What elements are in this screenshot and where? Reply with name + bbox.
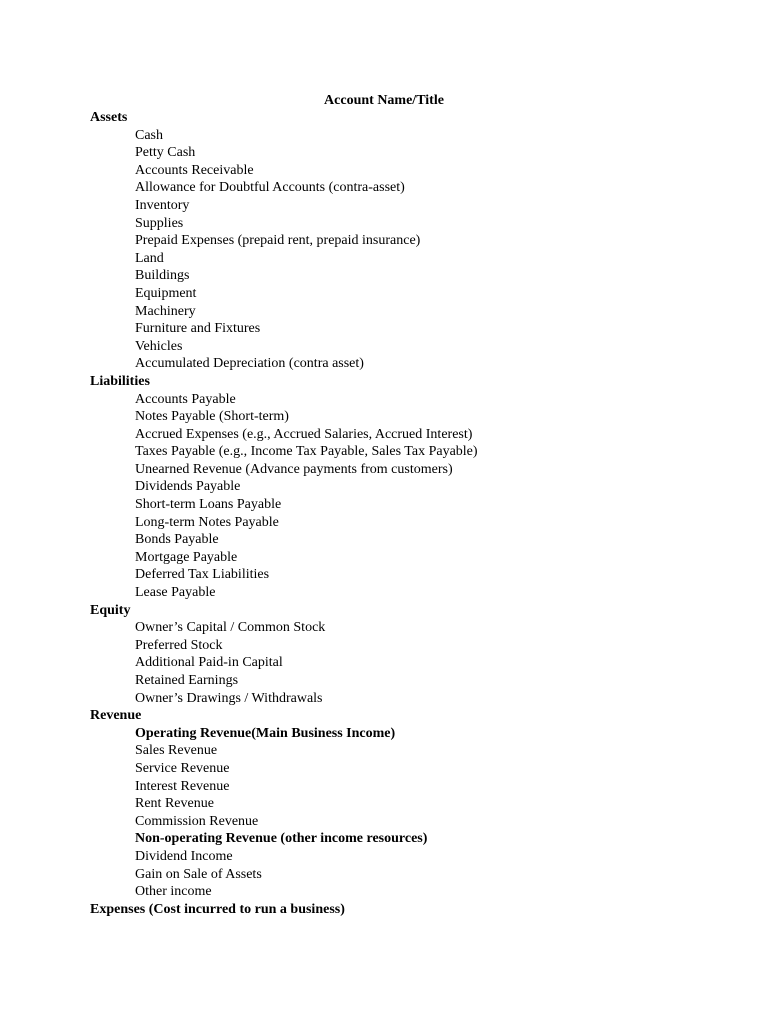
account-item: Mortgage Payable xyxy=(135,549,238,565)
account-sections xyxy=(90,109,730,918)
account-item: Inventory xyxy=(135,197,190,213)
account-item: Owner’s Capital / Common Stock xyxy=(135,620,326,636)
account-item: Furniture and Fixtures xyxy=(135,321,261,337)
account-section xyxy=(90,373,730,602)
account-section xyxy=(90,109,730,373)
section-heading: Equity xyxy=(90,602,131,618)
account-item: Cash xyxy=(135,127,163,143)
section-heading: Expenses (Cost incurred to run a business) xyxy=(90,901,345,917)
account-section xyxy=(90,707,730,901)
account-item: Interest Revenue xyxy=(135,778,230,794)
account-item: Preferred Stock xyxy=(135,637,223,653)
account-item: Dividend Income xyxy=(135,848,233,864)
subcategory-heading: Operating Revenue(Main Business Income) xyxy=(135,725,396,741)
account-item: Other income xyxy=(135,884,212,900)
account-item: Allowance for Doubtful Accounts (contra-asset) xyxy=(135,180,405,196)
account-item: Gain on Sale of Assets xyxy=(135,866,262,882)
account-list xyxy=(90,725,730,901)
account-item: Petty Cash xyxy=(135,145,196,161)
account-item: Dividends Payable xyxy=(135,479,241,495)
account-item: Owner’s Drawings / Withdrawals xyxy=(135,690,323,706)
section-heading: Assets xyxy=(90,110,128,125)
account-section xyxy=(90,901,730,919)
account-item: Rent Revenue xyxy=(135,796,214,812)
account-item: Vehicles xyxy=(135,338,183,354)
account-item: Machinery xyxy=(135,303,196,319)
document-title: Account Name/Title xyxy=(324,93,444,108)
account-item: Bonds Payable xyxy=(135,532,219,548)
account-item: Supplies xyxy=(135,215,184,231)
account-item: Long-term Notes Payable xyxy=(135,514,279,530)
account-item: Accounts Receivable xyxy=(135,162,254,178)
account-item: Equipment xyxy=(135,285,197,301)
section-heading: Liabilities xyxy=(90,373,150,389)
account-item: Notes Payable (Short-term) xyxy=(135,409,289,425)
subcategory-heading: Non-operating Revenue (other income resources) xyxy=(135,831,428,847)
account-item: Sales Revenue xyxy=(135,743,218,759)
account-item: Deferred Tax Liabilities xyxy=(135,567,270,583)
account-item: Commission Revenue xyxy=(135,813,259,829)
section-heading: Revenue xyxy=(90,708,142,724)
account-item: Accounts Payable xyxy=(135,391,236,407)
account-item: Lease Payable xyxy=(135,585,216,601)
account-item: Accumulated Depreciation (contra asset) xyxy=(135,356,364,372)
account-item: Land xyxy=(135,250,164,266)
account-item: Additional Paid-in Capital xyxy=(135,655,283,671)
account-item: Service Revenue xyxy=(135,760,230,776)
account-item: Buildings xyxy=(135,268,190,284)
account-list xyxy=(90,619,730,707)
account-item: Accrued Expenses (e.g., Accrued Salaries, Accrued Interest) xyxy=(135,426,473,442)
account-list xyxy=(90,127,730,373)
account-item: Unearned Revenue (Advance payments from customers) xyxy=(135,461,453,477)
account-item: Taxes Payable (e.g., Income Tax Payable, Sales Tax Payable) xyxy=(135,444,478,460)
account-item: Short-term Loans Payable xyxy=(135,497,282,513)
account-item: Prepaid Expenses (prepaid rent, prepaid insurance) xyxy=(135,233,421,249)
account-list xyxy=(90,391,730,602)
account-section xyxy=(90,602,730,708)
account-item: Retained Earnings xyxy=(135,673,239,688)
